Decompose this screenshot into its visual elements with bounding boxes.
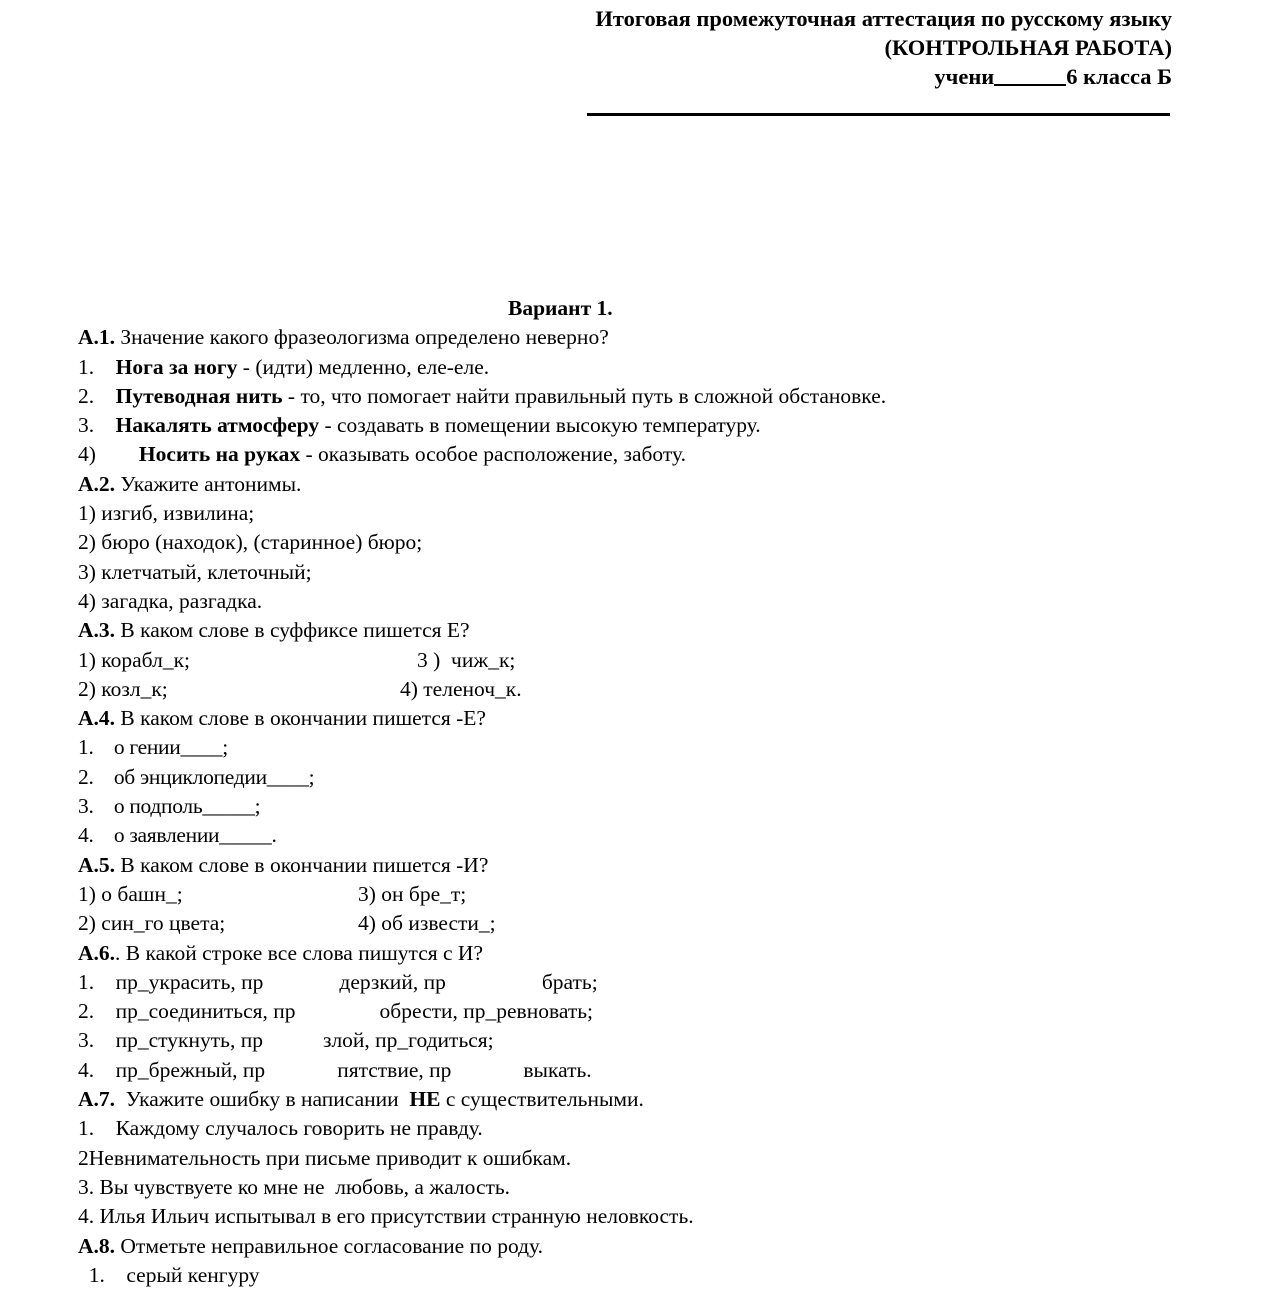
header-student-label: учени: [934, 64, 994, 89]
header-student-line: [0, 62, 1172, 91]
question-a6-option-3[interactable]: [78, 1026, 1218, 1055]
question-a6-prompt-text: . В какой строке все слова пишутся с И?: [115, 941, 483, 965]
question-a2-prompt-text: Укажите антонимы.: [120, 472, 301, 496]
question-a3-prompt: [78, 616, 1218, 645]
question-a2: [78, 470, 1218, 616]
option-part-1: пр_брежный, пр: [116, 1058, 266, 1082]
header-class-label: 6 класса Б: [1066, 64, 1172, 89]
question-a5-row-2: [78, 909, 1218, 938]
question-a5-option-3[interactable]: 3) он бре_т;: [358, 880, 466, 909]
option-part-1: пр_стукнуть, пр: [116, 1028, 263, 1052]
question-a6: [78, 939, 1218, 1085]
question-a3-row-2: [78, 675, 1218, 704]
question-a2-prompt: [78, 470, 1218, 499]
option-marker: 3.: [78, 1028, 94, 1052]
question-a3-id: А.3.: [78, 618, 115, 642]
option-part-3: выкать.: [523, 1058, 591, 1082]
option-idiom: Путеводная нить: [116, 384, 283, 408]
question-a8: [78, 1232, 1218, 1290]
question-a1-option-2[interactable]: [78, 382, 1218, 411]
question-a2-option-4[interactable]: 4) загадка, разгадка.: [78, 587, 1218, 616]
document-header: [0, 0, 1280, 91]
question-a7: [78, 1085, 1218, 1231]
option-marker: 4.: [78, 1058, 94, 1082]
question-a5-row-1: [78, 880, 1218, 909]
variant-title: Вариант 1.: [508, 294, 1218, 323]
question-a7-prompt-after: с существительными.: [440, 1087, 643, 1111]
option-text: - оказывать особое расположение, заботу.: [300, 442, 686, 466]
question-a5-prompt-text: В каком слове в окончании пишется -И?: [120, 853, 488, 877]
option-part-2: дерзкий, пр: [339, 970, 445, 994]
header-signature-rule: [587, 113, 1170, 116]
question-a1-option-1[interactable]: [78, 353, 1218, 382]
question-a4-option-4[interactable]: 4. о заявлении_____.: [78, 821, 1218, 850]
question-a5-option-1[interactable]: 1) о башн_;: [78, 882, 183, 906]
question-a4-option-1[interactable]: 1. о гении____;: [78, 733, 1218, 762]
document-body: [78, 294, 1218, 1290]
option-idiom: Носить на руках: [139, 442, 300, 466]
option-marker: 4): [78, 442, 96, 466]
option-part-1: пр_украсить, пр: [116, 970, 264, 994]
question-a6-prompt: [78, 939, 1218, 968]
question-a5-option-2[interactable]: 2) син_го цвета;: [78, 911, 225, 935]
question-a4: [78, 704, 1218, 850]
question-a5-prompt: [78, 851, 1218, 880]
question-a7-emphasis: НЕ: [409, 1087, 440, 1111]
question-a1-prompt-text: Значение какого фразеологизма определено неверно?: [120, 325, 608, 349]
question-a7-prompt-before: Укажите ошибку в написании: [115, 1087, 409, 1111]
question-a3: [78, 616, 1218, 704]
option-marker: 2.: [78, 384, 94, 408]
question-a1: [78, 323, 1218, 469]
question-a7-option-4[interactable]: 4. Илья Ильич испытывал в его присутствии странную неловкость.: [78, 1202, 1218, 1231]
question-a4-id: А.4.: [78, 706, 115, 730]
question-a8-id: А.8.: [78, 1234, 115, 1258]
question-a4-option-2[interactable]: 2. об энциклопедии____;: [78, 763, 1218, 792]
question-a6-option-2[interactable]: [78, 997, 1218, 1026]
question-a6-option-1[interactable]: [78, 968, 1218, 997]
question-a5-id: А.5.: [78, 853, 115, 877]
question-a7-option-3[interactable]: 3. Вы чувствуете ко мне не любовь, а жалость.: [78, 1173, 1218, 1202]
question-a5: [78, 851, 1218, 939]
option-text: - то, что помогает найти правильный путь в сложной обстановке.: [283, 384, 887, 408]
question-a6-id: А.6.: [78, 941, 115, 965]
question-a2-id: А.2.: [78, 472, 115, 496]
option-marker: 3.: [78, 413, 94, 437]
question-a4-option-3[interactable]: 3. о подполь_____;: [78, 792, 1218, 821]
question-a3-prompt-text: В каком слове в суффиксе пишется Е?: [120, 618, 469, 642]
option-idiom: Нога за ногу: [116, 355, 238, 379]
question-a4-prompt-text: В каком слове в окончании пишется -Е?: [120, 706, 486, 730]
question-a7-option-1[interactable]: 1. Каждому случалось говорить не правду.: [78, 1114, 1218, 1143]
option-marker: 1.: [78, 970, 94, 994]
option-text: - создавать в помещении высокую температуру.: [319, 413, 761, 437]
question-a2-option-1[interactable]: 1) изгиб, извилина;: [78, 499, 1218, 528]
question-a7-id: А.7.: [78, 1087, 115, 1111]
option-part-3: брать;: [542, 970, 598, 994]
question-a3-row-1: [78, 646, 1218, 675]
question-a8-prompt: [78, 1232, 1218, 1261]
option-marker: 1.: [78, 355, 94, 379]
question-a7-option-2[interactable]: 2Невнимательность при письме приводит к ошибкам.: [78, 1144, 1218, 1173]
question-a4-prompt: [78, 704, 1218, 733]
question-a6-option-4[interactable]: [78, 1056, 1218, 1085]
question-a3-option-4[interactable]: 4) теленоч_к.: [400, 675, 522, 704]
question-a1-prompt: [78, 323, 1218, 352]
question-a3-option-2[interactable]: 2) козл_к;: [78, 677, 168, 701]
option-part-2: злой, пр_годиться;: [323, 1028, 494, 1052]
question-a1-option-3[interactable]: [78, 411, 1218, 440]
option-text: - (идти) медленно, еле-еле.: [237, 355, 489, 379]
question-a8-prompt-text: Отметьте неправильное согласование по роду.: [120, 1234, 543, 1258]
header-title-line-1: Итоговая промежуточная аттестация по русскому языку: [0, 4, 1172, 33]
option-part-2: обрести, пр_ревновать;: [380, 999, 593, 1023]
question-a5-option-4[interactable]: 4) об извести_;: [358, 909, 496, 938]
question-a3-option-3[interactable]: 3 ) чиж_к;: [417, 646, 515, 675]
question-a1-option-4[interactable]: [78, 440, 1218, 469]
option-marker: 2.: [78, 999, 94, 1023]
option-part-1: пр_соединиться, пр: [116, 999, 296, 1023]
option-part-2: пятствие, пр: [337, 1058, 451, 1082]
question-a8-option-1[interactable]: 1. серый кенгуру: [78, 1261, 1218, 1290]
option-idiom: Накалять атмосферу: [116, 413, 319, 437]
student-name-blank[interactable]: [994, 84, 1066, 86]
header-title-line-2: (КОНТРОЛЬНАЯ РАБОТА): [0, 33, 1172, 62]
question-a1-id: А.1.: [78, 325, 115, 349]
question-a7-prompt: [78, 1085, 1218, 1114]
question-a3-option-1[interactable]: 1) корабл_к;: [78, 648, 190, 672]
question-a2-option-3[interactable]: 3) клетчатый, клеточный;: [78, 558, 1218, 587]
question-a2-option-2[interactable]: 2) бюро (находок), (старинное) бюро;: [78, 528, 1218, 557]
